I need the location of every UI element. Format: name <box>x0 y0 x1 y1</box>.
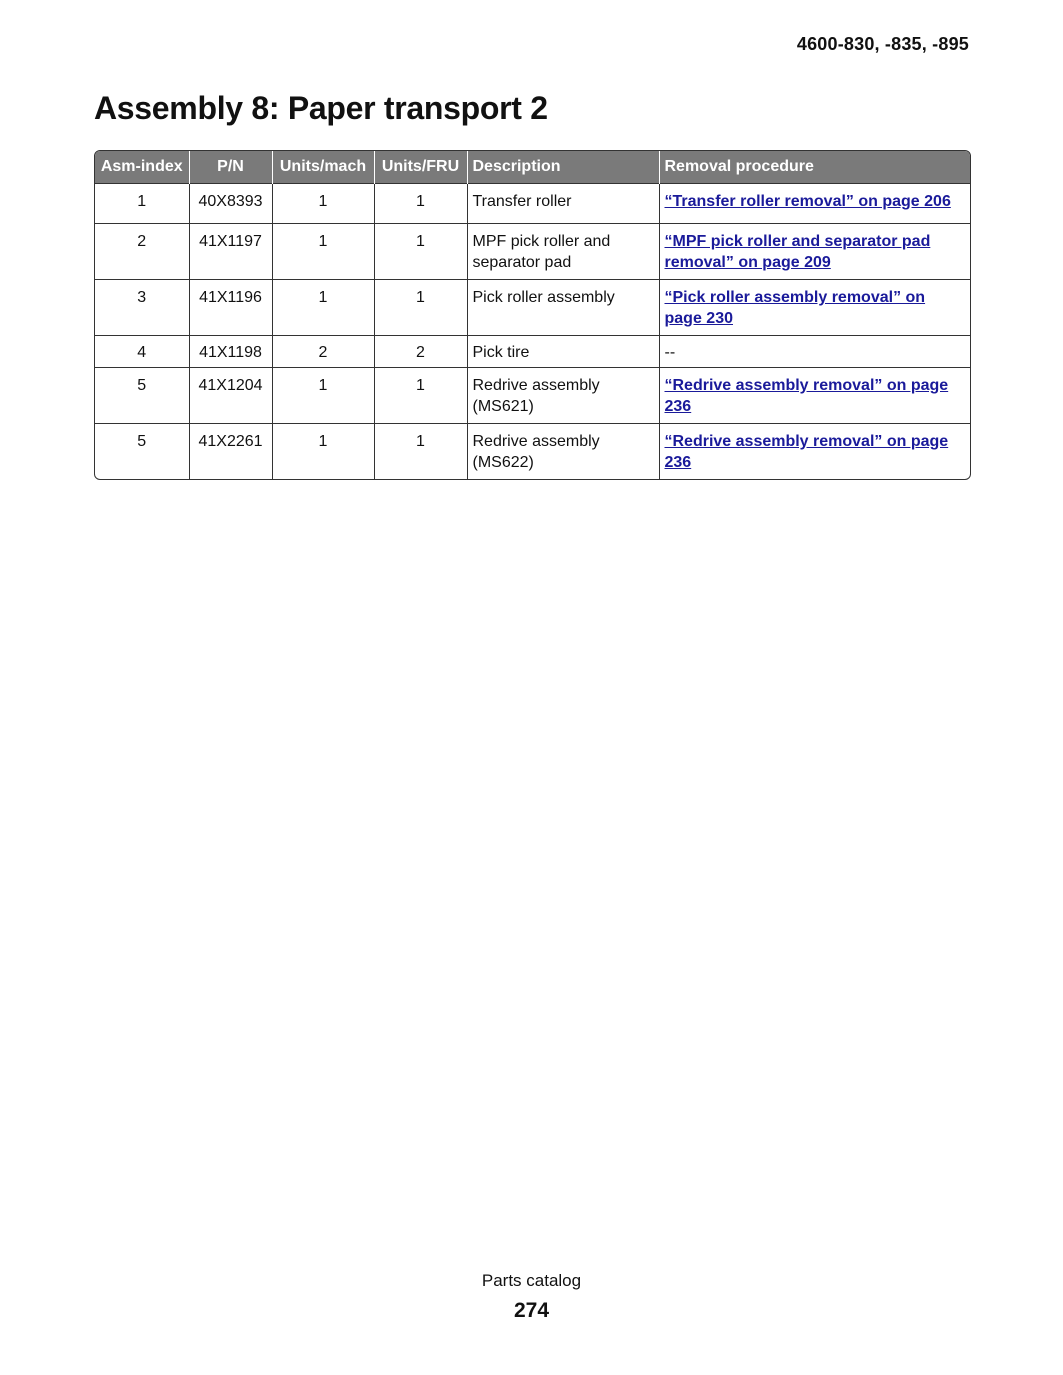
column-header-units-fru: Units/FRU <box>374 151 467 184</box>
footer-page-number: 274 <box>513 1299 550 1322</box>
page-title: Assembly 8: Paper transport 2 <box>94 90 548 126</box>
removal-procedure-link[interactable]: “Transfer roller removal” on page 206 <box>664 193 951 210</box>
cell-units-fru: 2 <box>374 336 467 368</box>
parts-table-grid <box>95 151 970 479</box>
cell-units-mach: 1 <box>272 184 374 224</box>
cell-part-number: 41X1198 <box>189 336 272 368</box>
cell-description: Pick tire <box>467 336 659 368</box>
cell-part-number: 41X1204 <box>189 368 272 424</box>
cell-part-number: 41X1196 <box>189 280 272 336</box>
cell-units-fru: 1 <box>374 184 467 224</box>
cell-removal-procedure: -- <box>659 336 970 368</box>
cell-removal-procedure <box>659 224 970 280</box>
cell-asm-index: 4 <box>95 336 189 368</box>
cell-removal-procedure <box>659 424 970 480</box>
page-header-model-numbers: 4600-830, -835, -895 <box>796 34 969 54</box>
cell-units-mach: 1 <box>272 224 374 280</box>
column-header-units-mach: Units/mach <box>272 151 374 184</box>
cell-asm-index: 1 <box>95 184 189 224</box>
table-row <box>95 184 970 224</box>
cell-units-fru: 1 <box>374 424 467 480</box>
cell-description: Transfer roller <box>467 184 659 224</box>
cell-asm-index: 3 <box>95 280 189 336</box>
cell-description: Redrive assembly (MS622) <box>467 424 659 480</box>
cell-description: MPF pick roller and separator pad <box>467 224 659 280</box>
cell-units-mach: 1 <box>272 280 374 336</box>
cell-description: Redrive assembly (MS621) <box>467 368 659 424</box>
cell-part-number: 41X2261 <box>189 424 272 480</box>
table-header-row <box>95 151 970 184</box>
removal-procedure-link[interactable]: “MPF pick roller and separator pad removal” on page 209 <box>664 233 931 271</box>
column-header-asm-index: Asm-index <box>95 151 189 184</box>
cell-part-number: 40X8393 <box>189 184 272 224</box>
cell-removal-procedure <box>659 184 970 224</box>
table-row <box>95 336 970 368</box>
table-row <box>95 368 970 424</box>
cell-units-mach: 1 <box>272 424 374 480</box>
removal-procedure-link[interactable]: “Redrive assembly removal” on page 236 <box>664 377 949 415</box>
cell-units-fru: 1 <box>374 368 467 424</box>
removal-procedure-link[interactable]: “Redrive assembly removal” on page 236 <box>664 433 949 471</box>
cell-units-mach: 2 <box>272 336 374 368</box>
cell-asm-index: 2 <box>95 224 189 280</box>
cell-units-fru: 1 <box>374 224 467 280</box>
cell-units-mach: 1 <box>272 368 374 424</box>
column-header-description: Description <box>467 151 659 184</box>
cell-asm-index: 5 <box>95 368 189 424</box>
footer-section-label: Parts catalog <box>481 1271 582 1290</box>
table-row <box>95 424 970 480</box>
table-row <box>95 224 970 280</box>
column-header-pn: P/N <box>189 151 272 184</box>
cell-removal-procedure <box>659 368 970 424</box>
column-header-removal-procedure: Removal procedure <box>659 151 970 184</box>
cell-part-number: 41X1197 <box>189 224 272 280</box>
cell-description: Pick roller assembly <box>467 280 659 336</box>
cell-asm-index: 5 <box>95 424 189 480</box>
cell-removal-procedure <box>659 280 970 336</box>
table-row <box>95 280 970 336</box>
parts-table <box>94 150 971 480</box>
removal-procedure-link[interactable]: “Pick roller assembly removal” on page 230 <box>664 289 926 327</box>
cell-units-fru: 1 <box>374 280 467 336</box>
